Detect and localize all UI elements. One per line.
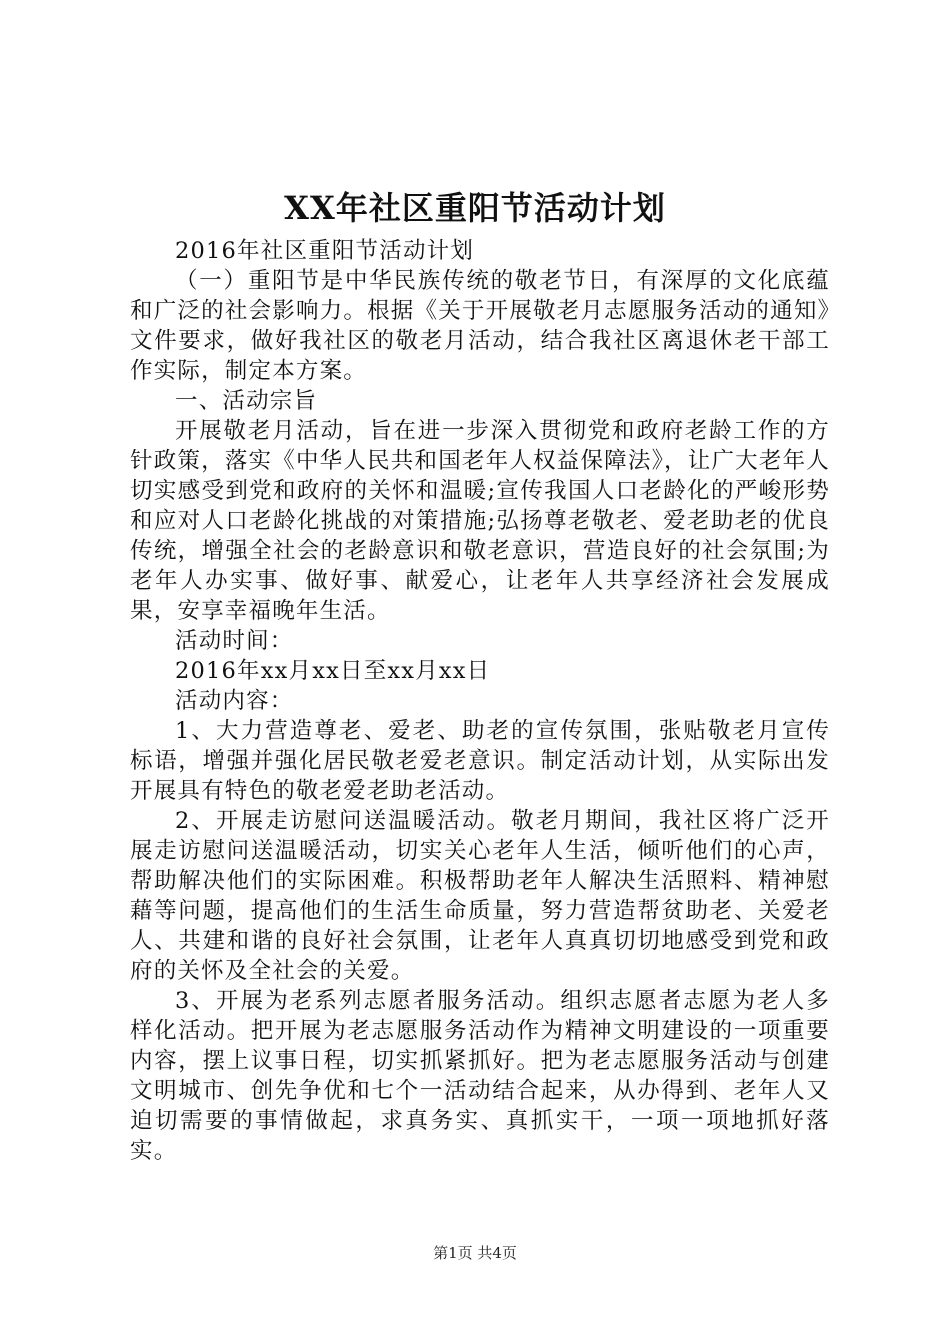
paragraph-purpose: 开展敬老月活动，旨在进一步深入贯彻党和政府老龄工作的方针政策，落实《中华人民共和国老年人权益保障法》，让广大老年人切实感受到党和政府的关怀和温暖;宣传我国人口老龄化的严峻形势和应对人口老龄化挑战的对策措施;弘扬尊老敬老、爱老助老的优良传统，增强全社会的老龄意识和敬老意识，营造良好的社会氛围;为老年人办实事、做好事、献爱心，让老年人共享经济社会发展成果，安享幸福晚年生活。 <box>130 418 830 624</box>
section-heading-purpose: 一、活动宗旨 <box>175 388 318 414</box>
paragraph-subtitle: 2016年社区重阳节活动计划 <box>175 238 475 264</box>
label-activity-content: 活动内容： <box>175 688 294 714</box>
paragraph-item-3: 3、开展为老系列志愿者服务活动。组织志愿者志愿为老人多样化活动。把开展为老志愿服务活动作为精神文明建设的一项重要内容，摆上议事日程，切实抓紧抓好。把为老志愿服务活动与创建文明城市、创先争优和七个一活动结合起来，从办得到、老年人又迫切需要的事情做起，求真务实、真抓实干，一项一项地抓好落实。 <box>130 988 830 1164</box>
page-number-footer: 第1页 共4页 <box>433 1244 517 1262</box>
document-body <box>130 236 830 1166</box>
document-title: XX年社区重阳节活动计划 <box>284 189 666 227</box>
paragraph-item-2: 2、开展走访慰问送温暖活动。敬老月期间，我社区将广泛开展走访慰问送温暖活动，切实关心老年人生活，倾听他们的心声，帮助解决他们的实际困难。积极帮助老年人解决生活照料、精神慰藉等问题，提高他们的生活生命质量，努力营造帮贫助老、关爱老人、共建和谐的良好社会氛围，让老年人真真切切地感受到党和政府的关怀及全社会的关爱。 <box>130 808 830 984</box>
paragraph-activity-time: 2016年xx月xx日至xx月xx日 <box>175 658 491 684</box>
paragraph-item-1: 1、大力营造尊老、爱老、助老的宣传氛围，张贴敬老月宣传标语，增强并强化居民敬老爱老意识。制定活动计划，从实际出发开展具有特色的敬老爱老助老活动。 <box>130 718 830 804</box>
label-activity-time: 活动时间： <box>175 628 294 654</box>
paragraph-intro: （一）重阳节是中华民族传统的敬老节日，有深厚的文化底蕴和广泛的社会影响力。根据《关于开展敬老月志愿服务活动的通知》文件要求，做好我社区的敬老月活动，结合我社区离退休老干部工作实际，制定本方案。 <box>130 268 830 384</box>
